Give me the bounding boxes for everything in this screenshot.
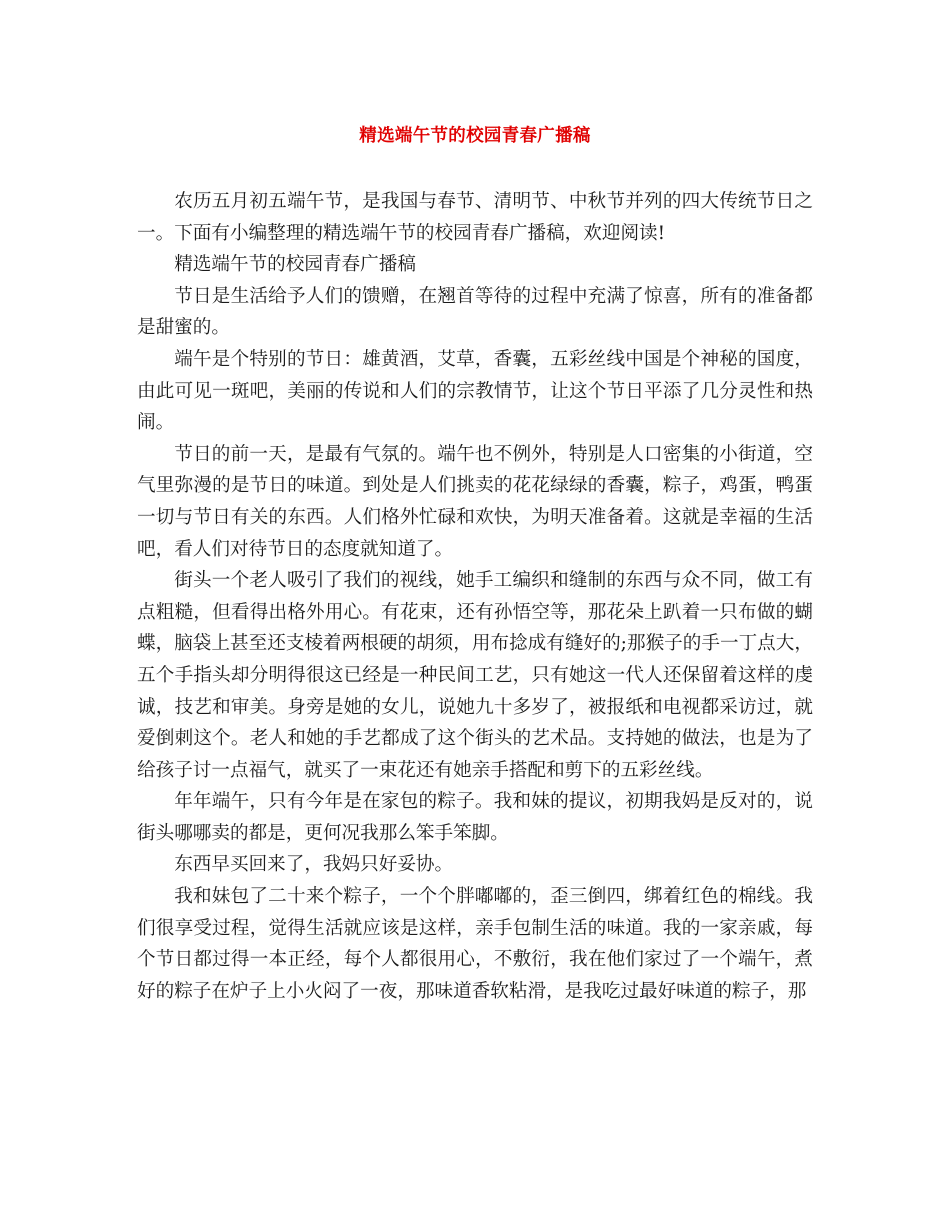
paragraph: 节日是生活给予人们的馈赠，在翘首等待的过程中充满了惊喜，所有的准备都是甜蜜的。 (137, 285, 813, 339)
paragraph: 年年端午，只有今年是在家包的粽子。我和妹的提议，初期我妈是反对的，说街头哪哪卖的都是，更何况我那么笨手笨脚。 (137, 791, 813, 844)
paragraph-intro: 农历五月初五端午节，是我国与春节、清明节、中秋节并列的四大传统节日之一。下面有小编整理的精选端午节的校园青春广播稿，欢迎阅读! (137, 191, 813, 244)
paragraph: 东西早买回来了，我妈只好妥协。 (174, 854, 454, 876)
paragraph-subtitle: 精选端午节的校园青春广播稿 (174, 254, 416, 276)
paragraph: 端午是个特别的节日：雄黄酒，艾草，香囊，五彩丝线中国是个神秘的国度，由此可见一斑吧，美丽的传说和人们的宗教情节，让这个节日平添了几分灵性和热闹。 (137, 348, 813, 434)
paragraph: 我和妹包了二十来个粽子，一个个胖嘟嘟的，歪三倒四，绑着红色的棉线。我们很享受过程，觉得生活就应该是这样，亲手包制生活的味道。我的一家亲戚，每个节日都过得一本正经，每个人都很用心，不敷衍，我在他们家过了一个端午，煮好的粽子在炉子上小火闷了一夜，那味道香软粘滑，是我吃过最好味道的粽子，那 (137, 886, 813, 1002)
paragraph: 街头一个老人吸引了我们的视线，她手工编织和缝制的东西与众不同，做工有点粗糙，但看得出格外用心。有花束，还有孙悟空等，那花朵上趴着一只布做的蝴蝶，脑袋上甚至还支棱着两根硬的胡须，用布捻成有缝好的;那猴子的手一丁点大，五个手指头却分明得很这已经是一种民间工艺，只有她这一代人还保留着这样的虔诚，技艺和审美。身旁是她的女儿，说她九十多岁了，被报纸和电视都采访过，就爱倒刺这个。老人和她的手艺都成了这个街头的艺术品。支持她的做法，也是为了给孩子讨一点福气，就买了一束花还有她亲手搭配和剪下的五彩丝线。 (137, 570, 813, 781)
paragraph: 节日的前一天，是最有气氛的。端午也不例外，特别是人口密集的小街道，空气里弥漫的是节日的味道。到处是人们挑卖的花花绿绿的香囊，粽子，鸡蛋，鸭蛋一切与节日有关的东西。人们格外忙碌和欢快，为明天准备着。这就是幸福的生活吧，看人们对待节日的态度就知道了。 (137, 443, 813, 560)
document-title: 精选端午节的校园青春广播稿 (359, 126, 591, 146)
document-body (137, 186, 813, 1007)
